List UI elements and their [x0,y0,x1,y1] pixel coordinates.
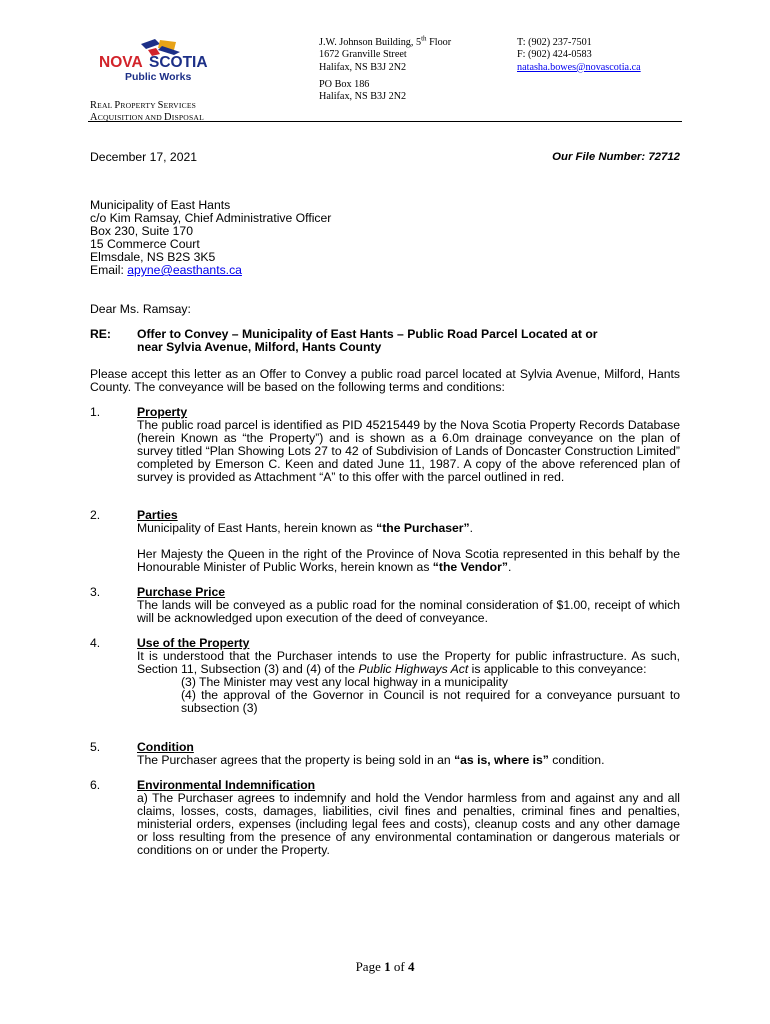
quoted-clause: (4) the approval of the Governor in Council is not required for a conveyance pursuant to subsection (3) [181,688,680,715]
department-line-2 [90,112,204,124]
section-number: 6. [90,778,101,792]
section-number: 2. [90,508,101,522]
recipient-address [90,199,331,277]
section-property [137,406,680,484]
file-number: Our File Number: 72712 [552,151,680,163]
section-text-part: . [507,560,512,574]
logo-text-nova: NOVA [99,54,143,71]
section-heading: Environmental Indemnification [137,778,316,792]
po-box-line-1: PO Box 186 [319,79,370,90]
po-box-address [319,79,406,104]
section-text-part: condition. [548,753,605,767]
section-heading: Condition [137,740,194,754]
address-line-2: 1672 Granville Street [319,49,407,61]
office-address [319,34,452,74]
contact-info [517,37,641,74]
page-number-footer [0,959,770,975]
section-text [137,548,680,574]
po-box-line-2: Halifax, NS B3J 2N2 [319,91,407,103]
dept-small: ROPERTY [120,101,158,110]
recipient-email-link[interactable]: apyne@easthants.ca [127,263,242,277]
section-text-part: It is understood that the Purchaser intends to use the Property for public infrastructure. As such, Section 11, Subsection (3) and (4) of the [137,649,680,676]
section-number: 1. [90,405,101,419]
page-current: 1 [384,959,391,974]
intro-paragraph: Please accept this letter as an Offer to Convey a public road parcel located at Sylvia Avenue, Milford, Hants County. The conveyance will be based on the following terms and conditions: [90,367,680,394]
re-label: RE: [90,327,111,341]
recipient-email-line [90,264,331,277]
section-text [137,522,680,535]
recipient-line: Municipality of East Hants [90,198,231,212]
department-line-1 [90,100,204,112]
recipient-line: 15 Commerce Court [90,237,200,251]
section-parties [137,509,680,574]
section-purchase-price [137,586,680,625]
section-text-part: is applicable to this conveyance: [468,662,647,676]
section-heading: Purchase Price [137,585,226,599]
section-heading: Property [137,405,188,419]
section-number: 4. [90,636,101,650]
recipient-line: Elmsdale, NS B2S 3K5 [90,250,216,264]
salutation: Dear Ms. Ramsay: [90,302,191,316]
dept-cap: S [157,100,164,111]
section-heading: Use of the Property [137,636,250,650]
recipient-line: c/o Kim Ramsay, Chief Administrative Officer [90,211,332,225]
section-text [137,754,680,767]
nova-scotia-logo [96,38,241,84]
page-of: of [390,959,408,974]
email-label: Email: [90,263,128,277]
section-number: 5. [90,740,101,754]
re-subject-line: Offer to Convey – Municipality of East Hants – Public Road Parcel Located at or [137,327,598,341]
dept-small: ERVICES [163,101,197,110]
address-line-1-text: J.W. Johnson Building, 5 [319,37,422,48]
page-total: 4 [407,959,415,974]
section-text [137,650,680,676]
section-text-part: Municipality of East Hants, herein known as [137,521,377,535]
dept-small: EAL [97,101,115,110]
phone-number: T: (902) 237-7501 [517,37,592,48]
recipient-line: Box 230, Suite 170 [90,224,193,238]
section-text: The public road parcel is identified as PID 45215449 by the Nova Scotia Property Records Database (herein Known as “the Property”) and is shown as a 6.0m drainage conveyance on the plan of survey titled “Plan Showing Lots 27 to 42 of Subdivision of Lands of Doncaster Construction Limited” completed by Emerson C. Keen and dated June 11, 1987. A copy of the above referenced plan of survey is provided as Attachment “A” to this offer with the parcel outlined in red. [137,418,680,484]
page-label: Page [355,959,385,974]
section-text-part: The Purchaser agrees that the property is being sold in an [137,753,455,767]
section-text: The lands will be conveyed as a public road for the nominal consideration of $1.00, receipt of which will be acknowledged upon execution of the deed of conveyance. [137,598,680,625]
address-line-3: Halifax, NS B3J 2N2 [319,61,407,73]
dept-cap: A [90,112,98,123]
address-line-1-sup: th [421,34,427,43]
section-heading: Parties [137,508,178,522]
section-text-part: Her Majesty the Queen in the right of the Province of Nova Scotia represented in this behalf by the Honourable Minister of Public Works, herein known as [137,547,680,574]
section-text: a) The Purchaser agrees to indemnify and hold the Vendor harmless from and against any and all claims, losses, costs, damages, liabilities, civil fines and penalties, criminal fines and penalties, ministerial orders, expenses (including legal fees and costs), cleanup costs and any other damage or loss resulting from the presence of any environmental contamination or dangerous materials or conditions on or under the Property. [137,791,680,857]
fax-number: F: (902) 424-0583 [517,49,592,61]
address-line-1-floor: Floor [426,37,452,48]
header-divider [88,121,682,122]
re-subject-line: near Sylvia Avenue, Milford, Hants County [137,340,382,354]
section-environmental-indemnification [137,779,680,857]
re-subject [137,328,598,354]
dept-small: CQUISITION AND [97,113,164,122]
quoted-clause: (3) The Minister may vest any local highway in a municipality [181,675,508,689]
section-number: 3. [90,585,101,599]
dept-cap: P [114,100,121,111]
logo-text-scotia: SCOTIA [149,54,208,71]
vendor-term: “the Vendor” [432,560,508,574]
act-name: Public Highways Act [358,662,469,676]
contact-email-link[interactable]: natasha.bowes@novascotia.ca [517,61,641,73]
purchaser-term: “the Purchaser” [376,521,470,535]
letter-date: December 17, 2021 [90,150,198,164]
section-use-of-property [137,637,680,715]
as-is-term: “as is, where is” [454,753,549,767]
dept-cap: D [164,112,172,123]
section-text-part: . [469,521,474,535]
section-condition [137,741,680,767]
logo-text-public-works: Public Works [125,71,192,83]
dept-cap: R [90,100,98,111]
address-line-1 [319,34,452,49]
dept-small: ISPOSAL [171,113,204,122]
